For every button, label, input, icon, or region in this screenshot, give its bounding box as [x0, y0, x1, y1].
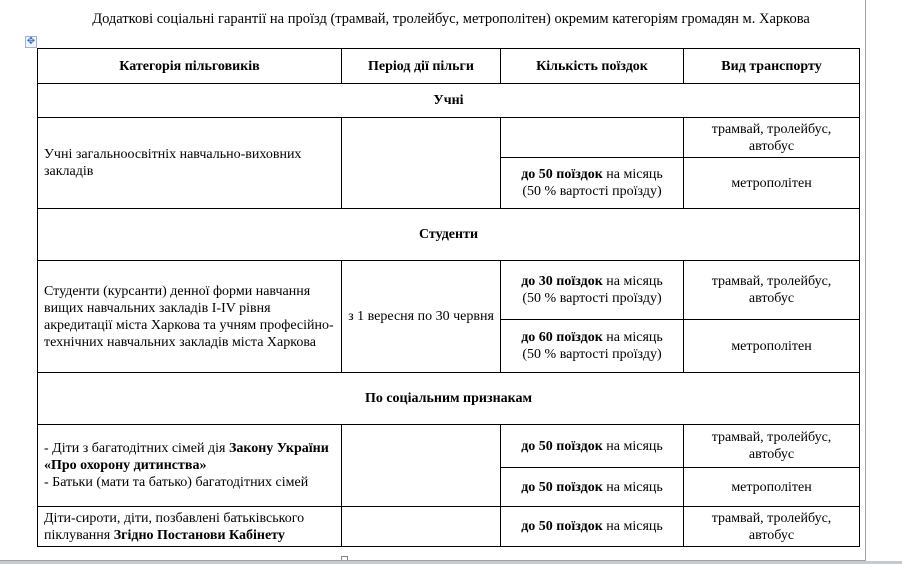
category-text: - Діти з багатодітних сімей дія [44, 441, 229, 456]
section-row-pupils [38, 84, 860, 118]
trips-count: до 50 поїздок [521, 479, 603, 495]
period-cell [342, 507, 501, 547]
document-title: Додаткові соціальні гарантії на проїзд (трамвай, тролейбус, метрополітен) окремим категоріям громадян м. Харкова [92, 11, 810, 27]
section-row-social [38, 373, 860, 425]
header-trips: Кількість поїздок [501, 49, 684, 84]
period-cell [342, 118, 501, 209]
category-cell [38, 507, 342, 547]
section-title: По соціальним признакам [38, 373, 860, 425]
transport-cell: трамвай, тролейбус, автобус [684, 507, 860, 547]
trips-note: (50 % вартості проїзду) [522, 184, 662, 199]
header-transport: Вид транспорту [684, 49, 860, 84]
trips-cell [501, 507, 684, 547]
header-period: Період дії пільги [342, 49, 501, 84]
table-row [38, 425, 860, 468]
transport-cell: метрополітен [684, 468, 860, 507]
trips-note: (50 % вартості проїзду) [522, 291, 662, 306]
section-row-students [38, 209, 860, 261]
table-row [38, 118, 860, 158]
transport-cell: метрополітен [684, 158, 860, 209]
move-arrows-icon[interactable]: ✥ [26, 36, 36, 47]
trips-period: на місяць [602, 438, 663, 454]
transport-cell: трамвай, тролейбус, автобус [684, 261, 860, 320]
section-title: Учні [38, 84, 860, 118]
category-text: - Батьки (мати та батько) багатодітних сімей [44, 475, 309, 490]
trips-period: на місяць [602, 330, 663, 345]
trips-cell [501, 158, 684, 209]
trips-cell [501, 468, 684, 507]
trips-count: до 60 поїздок [521, 330, 603, 345]
transport-cell: трамвай, тролейбус, автобус [684, 425, 860, 468]
page-gutter [866, 0, 902, 564]
period-cell [342, 425, 501, 507]
trips-count: до 50 поїздок [521, 519, 603, 534]
table-row [38, 261, 860, 320]
table-header-row [38, 49, 860, 84]
law-reference: Закону України «Про охорону дитинства» [44, 441, 329, 473]
trips-note: (50 % вартості проїзду) [522, 347, 662, 362]
trips-period: на місяць [602, 274, 663, 289]
category-text: Діти-сироти, діти, позбавлені батьківського піклування [44, 510, 305, 543]
section-title: Студенти [38, 209, 860, 261]
trips-cell [501, 261, 684, 320]
trips-period: на місяць [602, 519, 663, 534]
trips-count: до 50 поїздок [521, 438, 603, 454]
trips-count: до 30 поїздок [521, 274, 603, 289]
trips-period: на місяць [602, 167, 663, 182]
category-cell: Учні загальноосвітніх навчально-виховних закладів [38, 118, 342, 209]
trips-cell [501, 118, 684, 158]
category-cell [38, 425, 342, 507]
law-reference: Згідно Постанови Кабінету [113, 527, 285, 543]
transport-cell: метрополітен [684, 320, 860, 373]
header-category: Категорія пільговиків [38, 49, 342, 84]
trips-cell [501, 425, 684, 468]
trips-cell [501, 320, 684, 373]
transport-cell: трамвай, тролейбус, автобус [684, 118, 860, 158]
table-row [38, 507, 860, 547]
category-cell: Студенти (курсанти) денної форми навчання вищих навчальних закладів I-IV рівня акредитації міста Харкова та учням професійно-технічних навчальних закладів міста Харкова [38, 261, 342, 373]
trips-period: на місяць [602, 479, 663, 495]
period-cell: з 1 вересня по 30 червня [342, 261, 501, 373]
trips-count: до 50 поїздок [521, 167, 603, 182]
benefits-table [37, 48, 860, 547]
